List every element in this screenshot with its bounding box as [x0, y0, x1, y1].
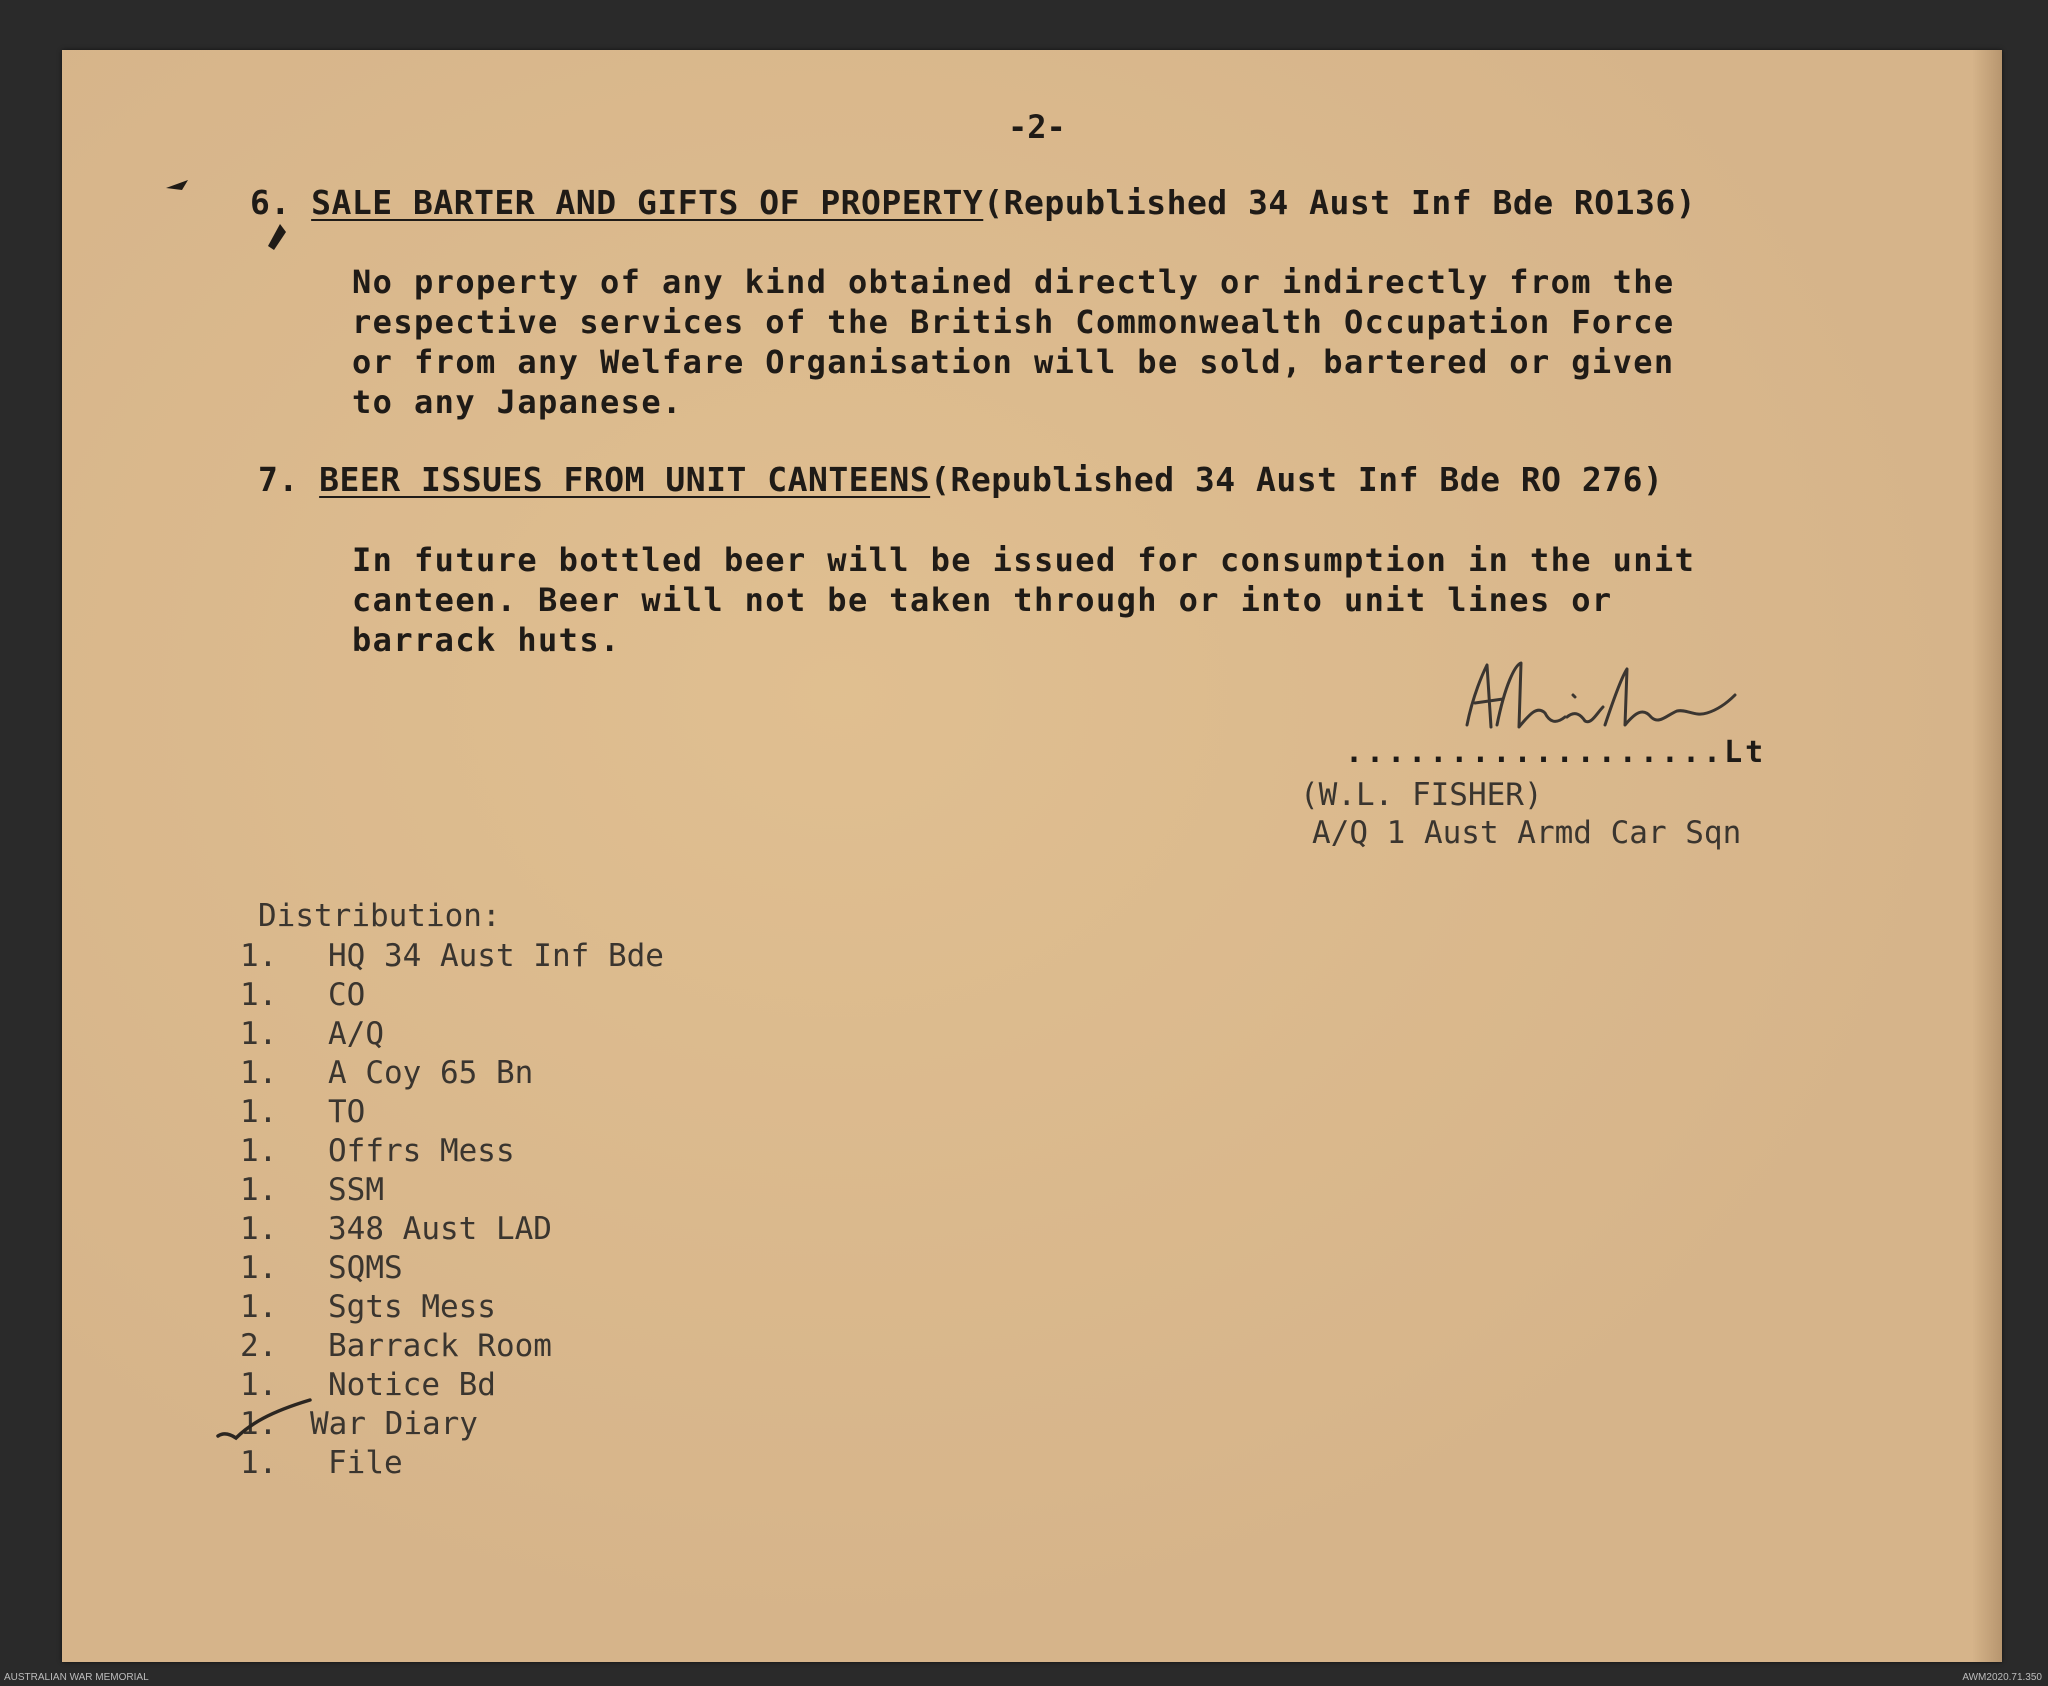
section-6-body [352, 262, 1675, 422]
signature-line: ..................Lt [1345, 735, 1767, 770]
distribution-count: 1. [240, 1133, 278, 1169]
page-number: -2- [1008, 108, 1066, 146]
section-6-reference: (Republished 34 Aust Inf Bde RO136) [983, 183, 1697, 222]
section-7-line: In future bottled beer will be issued for consumption in the unit [352, 541, 1696, 579]
section-7-body [352, 540, 1695, 660]
section-7-number: 7. [258, 460, 299, 499]
distribution-recipient: SQMS [328, 1250, 403, 1286]
section-7-title: BEER ISSUES FROM UNIT CANTEENS [319, 460, 931, 499]
distribution-count: 1. [240, 1406, 278, 1442]
distribution-count: 1. [240, 1016, 278, 1052]
distribution-count: 2. [240, 1328, 278, 1364]
section-7-line: barrack huts. [352, 621, 621, 659]
distribution-count: 1. [240, 1172, 278, 1208]
distribution-count: 1. [240, 1094, 278, 1130]
distribution-recipient: 348 Aust LAD [328, 1211, 552, 1247]
distribution-recipient: File [328, 1445, 403, 1481]
distribution-recipient: Offrs Mess [328, 1133, 515, 1169]
distribution-recipient: War Diary [310, 1406, 478, 1442]
section-6-line: No property of any kind obtained directly or indirectly from the [352, 263, 1675, 301]
footer-institution: AUSTRALIAN WAR MEMORIAL [4, 1672, 149, 1683]
distribution-count: 1. [240, 1445, 278, 1481]
ink-mark [160, 170, 200, 200]
ink-mark [262, 220, 292, 256]
signatory-title: A/Q 1 Aust Armd Car Sqn [1312, 815, 1742, 851]
distribution-count: 1. [240, 1055, 278, 1091]
distribution-recipient: A Coy 65 Bn [328, 1055, 534, 1091]
section-6-line: respective services of the British Commonwealth Occupation Force [352, 303, 1675, 341]
distribution-count: 1. [240, 1289, 278, 1325]
section-6-number: 6. [250, 183, 291, 222]
distribution-count: 1. [240, 938, 278, 974]
section-7-reference: (Republished 34 Aust Inf Bde RO 276) [930, 460, 1664, 499]
distribution-count: 1. [240, 1367, 278, 1403]
section-6-line: or from any Welfare Organisation will be sold, bartered or given [352, 343, 1675, 381]
distribution-recipient: Sgts Mess [328, 1289, 496, 1325]
distribution-count: 1. [240, 977, 278, 1013]
footer-accession-number: AWM2020.71.350 [1962, 1672, 2042, 1683]
distribution-recipient: SSM [328, 1172, 384, 1208]
section-6-title: SALE BARTER AND GIFTS OF PROPERTY [311, 183, 984, 222]
section-7-heading [258, 460, 1663, 499]
distribution-recipient: HQ 34 Aust Inf Bde [328, 938, 664, 974]
distribution-recipient: Barrack Room [328, 1328, 552, 1364]
section-7-line: canteen. Beer will not be taken through or into unit lines or [352, 581, 1613, 619]
section-6-heading [250, 183, 1696, 222]
distribution-recipient: CO [328, 977, 366, 1013]
distribution-heading: Distribution: [258, 898, 501, 934]
distribution-recipient: Notice Bd [328, 1367, 496, 1403]
distribution-count: 1. [240, 1211, 278, 1247]
handwritten-tick-mark [210, 1388, 330, 1448]
distribution-recipient: A/Q [328, 1016, 384, 1052]
section-6-line: to any Japanese. [352, 383, 683, 421]
distribution-recipient: TO [328, 1094, 366, 1130]
distribution-count: 1. [240, 1250, 278, 1286]
signatory-name: (W.L. FISHER) [1300, 777, 1543, 813]
